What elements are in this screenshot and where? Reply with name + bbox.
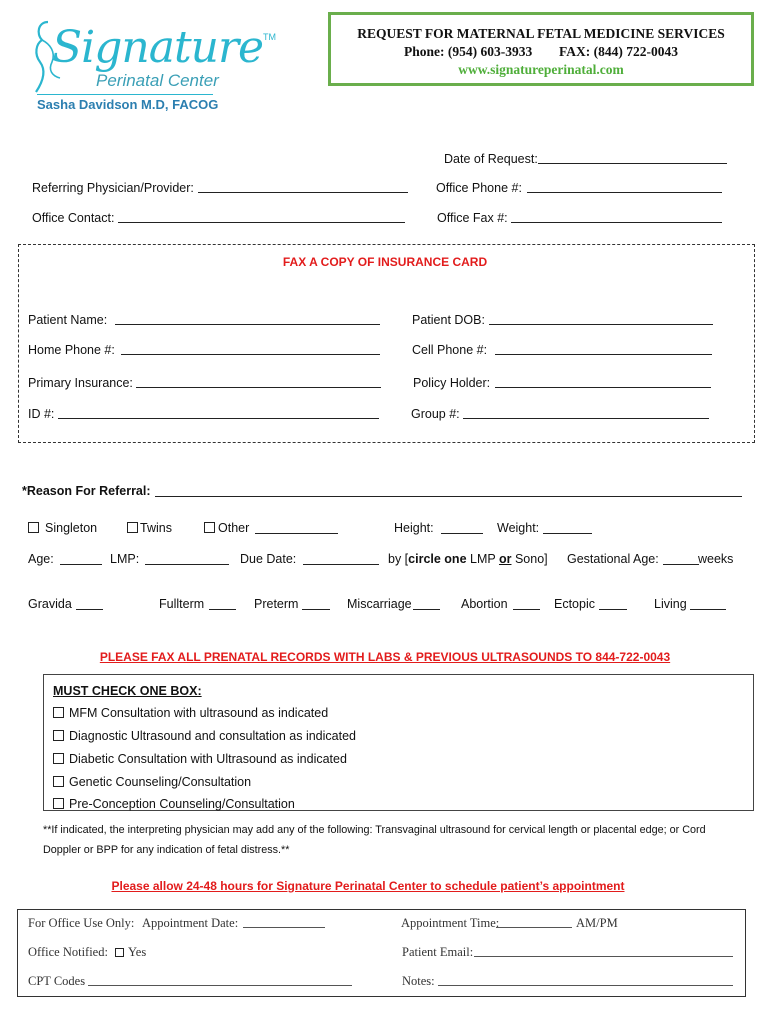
service-option-1[interactable] (53, 706, 328, 720)
footnote-line-1: **If indicated, the interpreting physician may add any of the following: Transvaginal ultrasound for cervical length or placental edge; or Cord (43, 824, 706, 836)
service-option-4[interactable] (53, 775, 251, 789)
footnote-line-2: Doppler or BPP for any indication of fetal distress.** (43, 844, 290, 856)
referring-physician-label: Referring Physician/Provider: (32, 181, 194, 195)
reason-for-referral-field[interactable] (155, 496, 742, 497)
appointment-time-field[interactable] (496, 927, 572, 928)
services-heading: MUST CHECK ONE BOX: (53, 684, 202, 698)
service-label-3: Diabetic Consultation with Ultrasound as indicated (69, 752, 347, 766)
singleton-label: Singleton (45, 521, 98, 535)
office-phone-field[interactable] (527, 192, 722, 193)
date-of-request-field[interactable] (538, 163, 727, 164)
group-field[interactable] (463, 418, 709, 419)
patient-name-field[interactable] (115, 324, 380, 325)
other-field[interactable] (255, 533, 338, 534)
reason-for-referral-label (22, 484, 151, 498)
lmp-option[interactable]: LMP (470, 552, 496, 566)
service-checkbox-1[interactable] (53, 707, 64, 718)
date-of-request-label: Date of Request: (444, 152, 538, 166)
sono-option[interactable]: Sono] (514, 552, 548, 566)
id-label: ID #: (28, 407, 55, 421)
website-link[interactable]: www.signatureperinatal.com (458, 62, 624, 77)
weight-label: Weight: (497, 521, 540, 535)
living-label: Living (654, 597, 687, 611)
service-option-3[interactable] (53, 752, 347, 766)
preterm-label: Preterm (254, 597, 299, 611)
primary-insurance-label: Primary Insurance: (28, 376, 133, 390)
height-field[interactable] (441, 533, 483, 534)
age-field[interactable] (60, 564, 102, 565)
patient-name-label: Patient Name: (28, 313, 108, 327)
id-field[interactable] (58, 418, 379, 419)
office-notified-checkbox[interactable] (115, 948, 124, 957)
twins-checkbox[interactable] (127, 522, 138, 533)
header-fax: FAX: (844) 722-0043 (559, 44, 678, 59)
gravida-label: Gravida (28, 597, 72, 611)
service-checkbox-3[interactable] (53, 753, 64, 764)
appointment-time-label: Appointment Time: (401, 916, 500, 930)
patient-insurance-section (18, 244, 755, 443)
service-checkbox-2[interactable] (53, 730, 64, 741)
gestational-age-field[interactable] (663, 564, 699, 565)
office-fax-field[interactable] (511, 222, 722, 223)
service-option-2[interactable] (53, 729, 356, 743)
patient-dob-field[interactable] (489, 324, 713, 325)
logo-divider (37, 94, 213, 95)
referring-physician-field[interactable] (198, 192, 408, 193)
home-phone-field[interactable] (121, 354, 380, 355)
cpt-codes-field[interactable] (88, 985, 352, 986)
singleton-option[interactable] (28, 521, 97, 535)
service-option-5[interactable] (53, 797, 295, 811)
other-checkbox[interactable] (204, 522, 215, 533)
abortion-label: Abortion (461, 597, 508, 611)
required-star: * (22, 484, 27, 498)
header-phone: Phone: (954) 603-3933 (404, 44, 533, 59)
logo-trademark: TM (263, 32, 277, 42)
other-label: Other (218, 521, 250, 535)
office-fax-label: Office Fax #: (437, 211, 508, 225)
policy-holder-label: Policy Holder: (413, 376, 491, 390)
due-date-field[interactable] (303, 564, 379, 565)
home-phone-label: Home Phone #: (28, 343, 115, 357)
gestational-age-label: Gestational Age: (567, 552, 659, 566)
office-use-label: For Office Use Only: (28, 916, 135, 930)
logo-name: Signature (52, 22, 264, 73)
or-text: or (498, 552, 512, 566)
ectopic-label: Ectopic (554, 597, 595, 611)
appointment-date-label: Appointment Date: (142, 916, 239, 930)
reason-label-text: Reason For Referral: (26, 484, 151, 498)
patient-email-label: Patient Email: (402, 945, 474, 959)
patient-dob-label: Patient DOB: (412, 313, 485, 327)
insurance-card-heading: FAX A COPY OF INSURANCE CARD (282, 255, 488, 269)
service-checkbox-4[interactable] (53, 776, 64, 787)
service-checkbox-5[interactable] (53, 798, 64, 809)
singleton-checkbox[interactable] (28, 522, 39, 533)
patient-email-field[interactable] (474, 956, 733, 957)
office-contact-label: Office Contact: (32, 211, 115, 225)
due-date-label: Due Date: (240, 552, 297, 566)
group-label: Group #: (411, 407, 460, 421)
dating-method-choice (388, 552, 548, 566)
service-label-1: MFM Consultation with ultrasound as indicated (69, 706, 329, 720)
am-pm-label: AM/PM (576, 916, 618, 930)
service-label-5: Pre-Conception Counseling/Consultation (69, 797, 295, 811)
cell-phone-field[interactable] (495, 354, 712, 355)
weeks-label: weeks (698, 552, 734, 566)
office-notified-label: Office Notified: (28, 945, 108, 959)
other-option[interactable] (204, 521, 249, 535)
age-label: Age: (28, 552, 54, 566)
miscarriage-field[interactable] (413, 609, 440, 610)
office-notified-yes-label: Yes (128, 945, 147, 959)
logo-subtitle: Perinatal Center (96, 71, 219, 90)
schedule-notice: Please allow 24-48 hours for Signature Perinatal Center to schedule patient’s appointment (111, 879, 625, 893)
office-phone-label: Office Phone #: (436, 181, 522, 195)
lmp-field[interactable] (145, 564, 229, 565)
fax-records-notice: PLEASE FAX ALL PRENATAL RECORDS WITH LABS & PREVIOUS ULTRASOUNDS TO 844-722-0043 (99, 650, 671, 664)
height-label: Height: (394, 521, 434, 535)
form-title: REQUEST FOR MATERNAL FETAL MEDICINE SERVICES (357, 26, 725, 41)
fullterm-label: Fullterm (159, 597, 205, 611)
lmp-label: LMP: (110, 552, 140, 566)
circle-one-text: circle one (408, 552, 467, 566)
weight-field[interactable] (543, 533, 592, 534)
miscarriage-label: Miscarriage (347, 597, 412, 611)
service-label-4: Genetic Counseling/Consultation (69, 775, 252, 789)
policy-holder-field[interactable] (495, 387, 711, 388)
header-box (328, 12, 754, 86)
office-contact-field[interactable] (118, 222, 405, 223)
cpt-codes-label: CPT Codes (28, 974, 86, 988)
preterm-field[interactable] (302, 609, 330, 610)
appointment-date-field[interactable] (243, 927, 325, 928)
notes-label: Notes: (402, 974, 435, 988)
primary-insurance-field[interactable] (136, 387, 381, 388)
cell-phone-label: Cell Phone #: (412, 343, 488, 357)
living-field[interactable] (690, 609, 726, 610)
twins-label: Twins (140, 521, 172, 535)
notes-field[interactable] (438, 985, 733, 986)
contact-line (331, 44, 751, 60)
twins-option[interactable] (127, 521, 172, 535)
service-label-2: Diagnostic Ultrasound and consultation as indicated (69, 729, 356, 743)
office-notified-yes[interactable] (115, 945, 146, 960)
abortion-field[interactable] (513, 609, 540, 610)
ectopic-field[interactable] (599, 609, 627, 610)
by-prefix: by [ (388, 552, 409, 566)
fullterm-field[interactable] (209, 609, 236, 610)
doctor-name: Sasha Davidson M.D, FACOG (37, 97, 219, 112)
gravida-field[interactable] (76, 609, 103, 610)
